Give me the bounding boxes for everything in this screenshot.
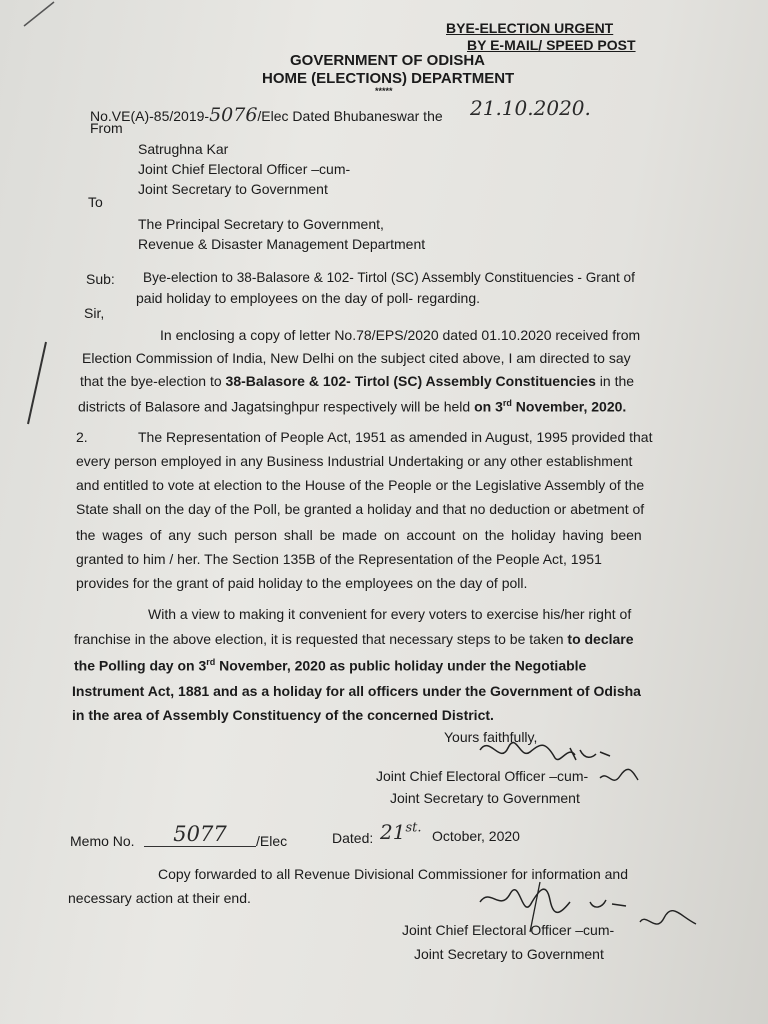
poll-date-suffix: rd xyxy=(502,398,512,408)
sender-designation-1: Joint Chief Electoral Officer –cum- xyxy=(138,161,351,177)
para2-line-3: and entitled to vote at election to the House of the People or the Legislative Assembly of the xyxy=(76,477,645,493)
handwritten-letter-number: 5076 xyxy=(209,104,258,126)
handwritten-memo-number: 5077 xyxy=(144,822,256,847)
polling-day-text: the Polling day on 3 xyxy=(74,657,207,674)
copy-designation-1: Joint Chief Electoral Officer –cum- xyxy=(402,922,615,938)
margin-pencil-mark-left xyxy=(20,340,60,430)
recipient-line-1: The Principal Secretary to Government, xyxy=(138,216,384,232)
handwritten-memo-day xyxy=(380,820,421,844)
para2-number: 2. xyxy=(76,429,88,445)
memo-day-suffix: st. xyxy=(405,820,422,836)
sender-name: Satrughna Kar xyxy=(138,141,229,157)
closing-designation-2: Joint Secretary to Government xyxy=(390,790,580,806)
copy-designation-2: Joint Secretary to Government xyxy=(414,946,604,962)
letter-reference xyxy=(90,104,443,126)
polling-day-holiday-text: November, 2020 as public holiday under the Negotiable xyxy=(215,657,587,674)
reference-prefix: No.VE(A)-85/2019- xyxy=(90,108,210,124)
memo-label: Memo No. xyxy=(70,833,135,849)
handwritten-letter-date: 21.10.2020. xyxy=(470,96,591,120)
memo-date-rest: October, 2020 xyxy=(432,828,520,844)
reference-suffix: /Elec Dated Bhubaneswar the xyxy=(257,108,443,124)
para2-line-7: provides for the grant of paid holiday to the employees on the day of poll. xyxy=(76,575,528,591)
copy-line-2: necessary action at their end. xyxy=(68,890,251,906)
copy-line-1: Copy forwarded to all Revenue Divisional Commissioner for information and xyxy=(158,866,628,882)
para2-line-6: granted to him / her. The Section 135B of the Representation of the People Act, 1951 xyxy=(76,551,602,567)
para1-line-3 xyxy=(80,373,634,389)
para3-line-4: Instrument Act, 1881 and as a holiday for all officers under the Government of Odisha xyxy=(72,683,641,699)
memo-dated-label: Dated: xyxy=(332,830,374,846)
memo-number-blank xyxy=(144,822,256,847)
sender-designation-2: Joint Secretary to Government xyxy=(138,181,328,197)
closing-yours-faithfully: Yours faithfully, xyxy=(444,729,538,745)
declare-emphasis: to declare xyxy=(567,631,634,647)
from-label: From xyxy=(90,120,123,136)
header-stars: ***** xyxy=(375,86,393,96)
para2-line-5: the wages of any such person shall be made on account on the holiday having been xyxy=(76,527,642,543)
subject-line-1: Bye-election to 38-Balasore & 102- Tirtol (SC) Assembly Constituencies - Grant of xyxy=(143,270,635,285)
delivery-mode-label: BY E-MAIL/ SPEED POST xyxy=(467,37,636,53)
para2-line-1: The Representation of People Act, 1951 as amended in August, 1995 provided that xyxy=(138,429,653,445)
department-title: HOME (ELECTIONS) DEPARTMENT xyxy=(262,70,515,87)
to-label: To xyxy=(88,194,103,210)
poll-date-emphasis: on 3 xyxy=(474,398,503,415)
para1-line-3-end: in the xyxy=(595,373,635,389)
para1-line-3-text: that the bye-election to xyxy=(80,373,226,389)
para2-line-2: every person employed in any Business Industrial Undertaking or any other establishment xyxy=(76,453,633,469)
salutation: Sir, xyxy=(84,305,105,321)
para3-line-1: With a view to making it convenient for every voters to exercise his/her right of xyxy=(148,606,632,622)
subject-label: Sub: xyxy=(86,271,115,287)
memo-suffix: /Elec xyxy=(256,833,288,849)
poll-date-month: November, 2020. xyxy=(511,398,627,415)
constituencies-emphasis: 38-Balasore & 102- Tirtol (SC) Assembly Constituencies xyxy=(225,373,596,389)
urgency-label: BYE-ELECTION URGENT xyxy=(446,20,614,36)
para1-line-1: In enclosing a copy of letter No.78/EPS/2020 dated 01.10.2020 received from xyxy=(160,327,641,343)
para1-line-4-text: districts of Balasore and Jagatsinghpur respectively will be held xyxy=(78,398,475,415)
closing-designation-1: Joint Chief Electoral Officer –cum- xyxy=(376,768,589,784)
recipient-line-2: Revenue & Disaster Management Department xyxy=(138,236,426,252)
signature-2 xyxy=(470,872,710,952)
para1-line-2: Election Commission of India, New Delhi on the subject cited above, I am directed to say xyxy=(82,350,631,366)
subject-line-2: paid holiday to employees on the day of poll- regarding. xyxy=(136,290,480,306)
para3-line-2-text: franchise in the above election, it is requested that necessary steps to be taken xyxy=(74,631,568,647)
memo-day-number: 21 xyxy=(380,820,406,844)
margin-pencil-mark-top xyxy=(20,0,60,30)
para3-line-5: in the area of Assembly Constituency of the concerned District. xyxy=(72,707,494,723)
government-title: GOVERNMENT OF ODISHA xyxy=(290,52,486,69)
para1-line-4 xyxy=(78,398,626,415)
para2-line-4: State shall on the day of the Poll, be granted a holiday and that no deduction or abetment of xyxy=(76,501,645,517)
polling-day-suffix: rd xyxy=(206,657,216,667)
para3-line-2 xyxy=(74,631,634,647)
para3-line-3 xyxy=(74,657,586,674)
